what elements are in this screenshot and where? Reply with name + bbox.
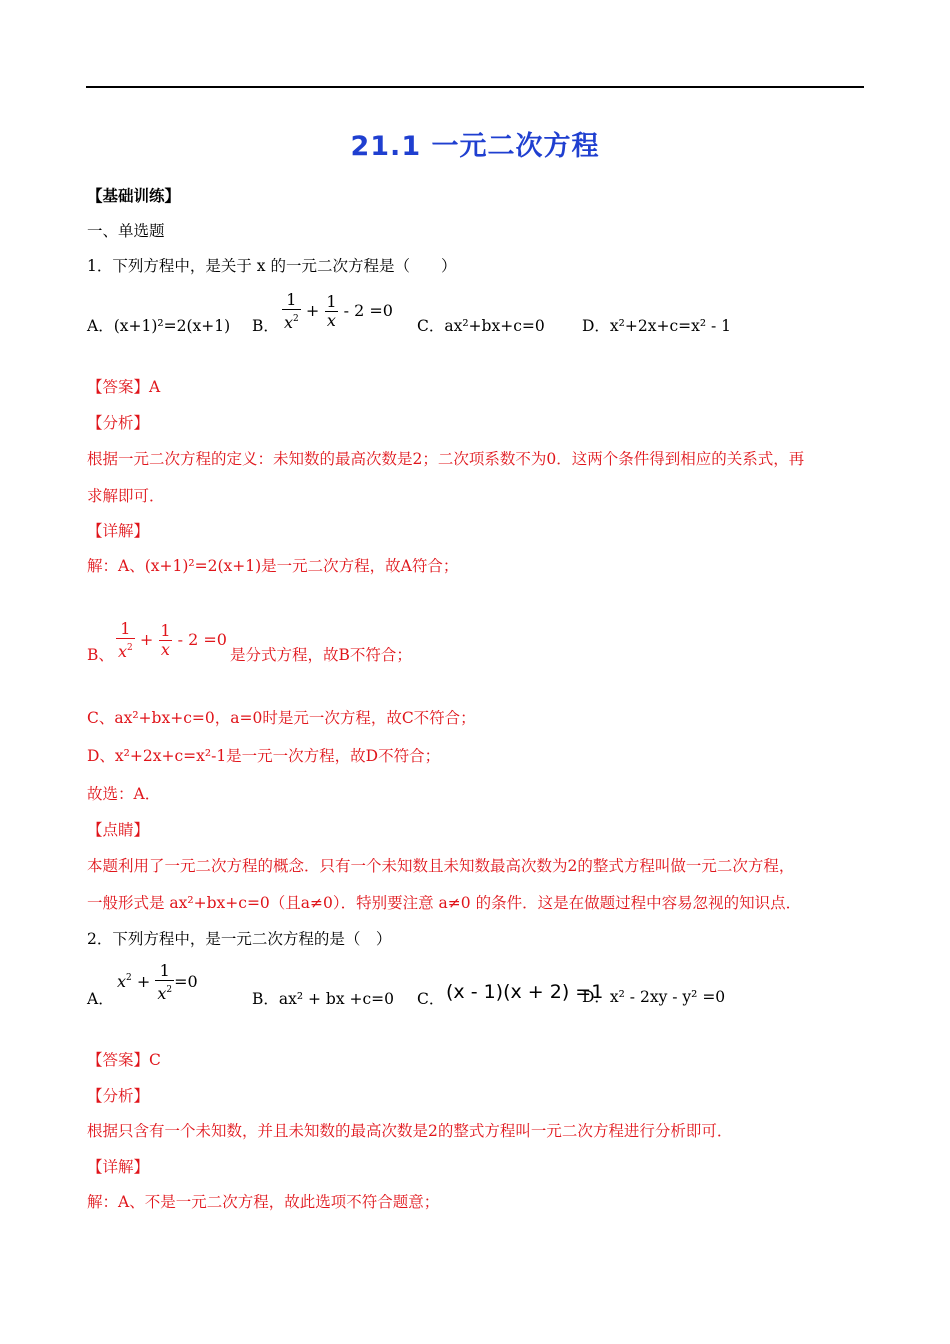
- q2-option-b: B．ax² + bx +c=0: [252, 990, 395, 1008]
- q1-answer: 【答案】A: [87, 378, 161, 396]
- q1-option-d: D．x²+2x+c=x² - 1: [582, 317, 732, 335]
- q2-detail-label: 【详解】: [87, 1158, 150, 1176]
- q1-option-c: C．ax²+bx+c=0: [417, 317, 545, 335]
- q2-option-a-equation: $x^2$ + $\frac{1}{x^2}$ =0: [117, 961, 198, 1003]
- q1-detail-c: C、ax²+bx+c=0，a=0时是元一次方程，故C不符合；: [87, 709, 476, 727]
- q2-detail-a: 解：A、不是一元二次方程，故此选项不符合题意；: [87, 1193, 440, 1211]
- q2-analysis-label: 【分析】: [87, 1087, 150, 1105]
- q1-comment-text-2: 一般形式是 ax²+bx+c=0（且a≠0）．特别要注意 a≠0 的条件．这是在做题过程中容易忽视的知识点．: [87, 894, 802, 912]
- q2-answer: 【答案】C: [87, 1051, 161, 1069]
- q1-detail-b-prefix: B、: [87, 646, 114, 664]
- q2-option-c-label: C．: [417, 990, 445, 1008]
- q1-option-b-equation: $\frac{1}{x^2}$ + $\frac{1}{x}$ - 2 =0: [284, 290, 393, 332]
- q2-option-c-equation: (x - 1)(x + 2) =1: [446, 981, 604, 1003]
- q1-conclusion: 故选：A．: [87, 785, 161, 803]
- q1-analysis-text-2: 求解即可．: [87, 487, 165, 505]
- q1-detail-b-equation: $\frac{1}{x^2}$ + $\frac{1}{x}$ - 2 =0: [118, 619, 227, 661]
- q1-detail-a: 解：A、(x+1)²=2(x+1)是一元二次方程，故A符合；: [87, 557, 459, 575]
- q1-comment-label: 【点睛】: [87, 821, 150, 839]
- q2-analysis-text-1: 根据只含有一个未知数，并且未知数的最高次数是2的整式方程叫一元二次方程进行分析即可．: [87, 1122, 733, 1140]
- q1-option-a: A．(x+1)²=2(x+1): [87, 317, 231, 335]
- q1-option-b-label: B．: [252, 317, 279, 335]
- header-rule: [86, 86, 864, 88]
- section-label: 【基础训练】: [87, 186, 181, 205]
- q2-stem: 2．下列方程中，是一元二次方程的是（ ）: [87, 930, 392, 948]
- q1-detail-b-suffix: 是分式方程，故B不符合；: [230, 646, 412, 664]
- q1-analysis-label: 【分析】: [87, 414, 150, 432]
- q1-comment-text-1: 本题利用了一元二次方程的概念．只有一个未知数且未知数最高次数为2的整式方程叫做一元二次方程，: [87, 857, 795, 875]
- q1-detail-label: 【详解】: [87, 522, 150, 540]
- part-label: 一、单选题: [87, 222, 165, 240]
- q1-detail-d: D、x²+2x+c=x²-1是一元一次方程，故D不符合；: [87, 747, 441, 765]
- q1-stem: 1．下列方程中，是关于 x 的一元二次方程是（ ）: [87, 257, 457, 275]
- q2-option-d: D．x² - 2xy - y² =0: [582, 988, 726, 1006]
- q2-option-a-label: A．: [87, 990, 114, 1008]
- q1-analysis-text-1: 根据一元二次方程的定义：未知数的最高次数是2；二次项系数不为0．这两个条件得到相应的关系式，再: [87, 450, 805, 468]
- page-title: 21.1 一元二次方程: [350, 131, 600, 162]
